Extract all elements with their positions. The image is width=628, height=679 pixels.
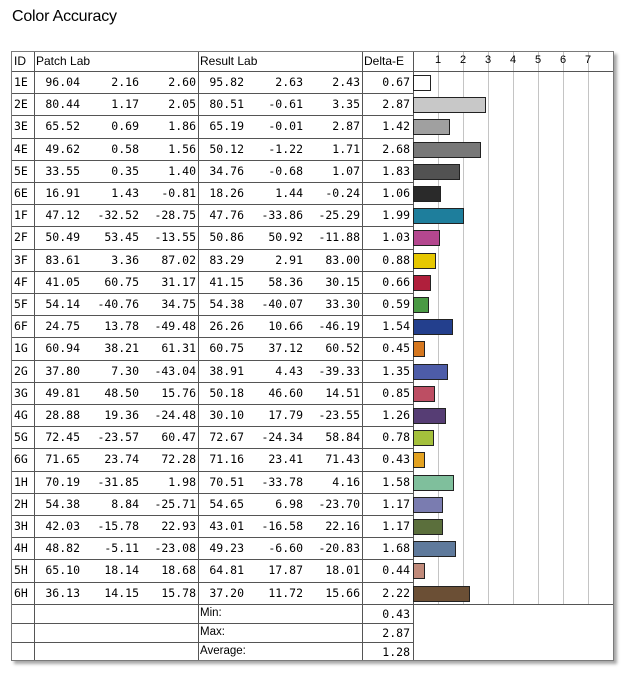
delta-e-bar — [414, 76, 431, 91]
delta-e-bar — [414, 143, 481, 158]
patch-lab-value: 19.36 — [104, 408, 139, 422]
row-id: 3H — [14, 519, 28, 533]
result-lab-value: 54.65 — [209, 496, 244, 511]
patch-lab-value: 0.35 — [111, 163, 139, 178]
result-lab-value: -0.24 — [325, 186, 360, 200]
patch-lab-value: 61.31 — [161, 341, 196, 356]
patch-lab-value: 72.28 — [161, 452, 196, 467]
patch-lab-value: -24.48 — [154, 408, 196, 422]
delta-e-bar — [414, 342, 425, 357]
delta-e-value: 1.17 — [382, 519, 410, 533]
delta-e-value: 1.06 — [382, 186, 410, 200]
row-id: 4F — [14, 274, 28, 289]
result-lab-value: 37.12 — [268, 341, 303, 356]
result-lab-value: 26.26 — [209, 319, 244, 334]
row-id: 6F — [14, 319, 28, 334]
tick-label: 7 — [584, 54, 592, 66]
patch-lab-value: 8.84 — [111, 496, 139, 511]
result-lab-value: 71.43 — [325, 452, 360, 467]
delta-e-bar — [414, 542, 456, 557]
delta-e-bar — [414, 453, 425, 468]
result-lab-value: 11.72 — [268, 585, 303, 600]
row-id: 1H — [14, 474, 28, 489]
result-lab-value: -40.07 — [261, 297, 303, 311]
patch-lab-value: 3.36 — [111, 252, 139, 267]
header-result-lab: Result Lab — [200, 54, 258, 68]
result-lab-value: 1.71 — [332, 141, 360, 156]
patch-lab-value: 60.47 — [161, 430, 196, 445]
row-id: 1F — [14, 208, 28, 223]
patch-lab-value: 48.50 — [104, 385, 139, 400]
delta-e-value: 1.26 — [382, 408, 410, 422]
patch-lab-value: 65.10 — [45, 563, 80, 578]
result-lab-value: 6.98 — [275, 496, 303, 511]
color-accuracy-table — [11, 51, 614, 661]
row-id: 4E — [14, 141, 28, 156]
delta-e-bar — [414, 98, 486, 113]
delta-e-bar — [414, 298, 429, 313]
patch-lab-value: 42.03 — [45, 519, 80, 533]
patch-lab-value: 22.93 — [161, 519, 196, 533]
row-id: 3E — [14, 119, 28, 134]
delta-e-bar — [414, 209, 464, 224]
patch-lab-value: 14.15 — [104, 585, 139, 600]
delta-e-bar — [414, 120, 450, 135]
patch-lab-value: -23.08 — [154, 541, 196, 556]
header-id: ID — [14, 54, 26, 68]
delta-e-value: 0.78 — [382, 430, 410, 445]
patch-lab-value: 54.38 — [45, 496, 80, 511]
header-patch-lab: Patch Lab — [36, 54, 91, 68]
delta-e-value: 0.66 — [382, 274, 410, 289]
delta-e-value: 2.87 — [382, 97, 410, 112]
result-lab-value: 83.00 — [325, 252, 360, 267]
summary-label: Max: — [200, 625, 225, 638]
patch-lab-value: 18.14 — [104, 563, 139, 578]
result-lab-value: 70.51 — [209, 474, 244, 489]
patch-lab-value: 38.21 — [104, 341, 139, 356]
result-lab-value: 2.87 — [332, 119, 360, 134]
patch-lab-value: 1.98 — [168, 474, 196, 489]
patch-lab-value: 1.43 — [111, 186, 139, 200]
patch-lab-value: 13.78 — [104, 319, 139, 334]
result-lab-value: -33.86 — [261, 208, 303, 223]
tick-label: 5 — [534, 54, 542, 66]
tick-label: 1 — [434, 54, 442, 66]
row-id: 3G — [14, 385, 28, 400]
patch-lab-value: 15.78 — [161, 585, 196, 600]
patch-lab-value: 1.86 — [168, 119, 196, 134]
patch-lab-value: 36.13 — [45, 585, 80, 600]
result-lab-value: 33.30 — [325, 297, 360, 311]
patch-lab-value: 15.76 — [161, 385, 196, 400]
result-lab-value: 64.81 — [209, 563, 244, 578]
delta-e-bar — [414, 276, 431, 291]
row-id: 5G — [14, 430, 28, 445]
patch-lab-value: 80.44 — [45, 97, 80, 112]
delta-e-value: 1.03 — [382, 230, 410, 245]
patch-lab-value: -13.55 — [154, 230, 196, 245]
result-lab-value: -23.55 — [318, 408, 360, 422]
delta-e-bar — [414, 431, 434, 446]
summary-label: Average: — [200, 644, 246, 657]
result-lab-value: -46.19 — [318, 319, 360, 334]
patch-lab-value: 34.75 — [161, 297, 196, 311]
delta-e-bar — [414, 409, 446, 424]
patch-lab-value: 50.49 — [45, 230, 80, 245]
result-lab-value: 22.16 — [325, 519, 360, 533]
patch-lab-value: 48.82 — [45, 541, 80, 556]
row-id: 2G — [14, 363, 28, 378]
patch-lab-value: 37.80 — [45, 363, 80, 378]
patch-lab-value: 0.58 — [111, 141, 139, 156]
row-id: 4G — [14, 408, 28, 422]
row-id: 2F — [14, 230, 28, 245]
row-id: 5H — [14, 563, 28, 578]
delta-e-value: 0.67 — [382, 75, 410, 89]
result-lab-value: 54.38 — [209, 297, 244, 311]
result-lab-value: 46.60 — [268, 385, 303, 400]
result-lab-value: 23.41 — [268, 452, 303, 467]
tick-label: 4 — [509, 54, 517, 66]
result-lab-value: 58.36 — [268, 274, 303, 289]
delta-e-value: 1.68 — [382, 541, 410, 556]
result-lab-value: 47.76 — [209, 208, 244, 223]
result-lab-value: 18.01 — [325, 563, 360, 578]
result-lab-value: -0.68 — [268, 163, 303, 178]
result-lab-value: 17.87 — [268, 563, 303, 578]
result-lab-value: 18.26 — [209, 186, 244, 200]
row-id: 2H — [14, 496, 28, 511]
result-lab-value: 15.66 — [325, 585, 360, 600]
patch-lab-value: -28.75 — [154, 208, 196, 223]
row-id: 6H — [14, 585, 28, 600]
delta-e-value: 0.85 — [382, 385, 410, 400]
patch-lab-value: 0.69 — [111, 119, 139, 134]
patch-lab-value: 23.74 — [104, 452, 139, 467]
patch-lab-value: 2.16 — [111, 75, 139, 89]
result-lab-value: 1.07 — [332, 163, 360, 178]
patch-lab-value: -32.52 — [97, 208, 139, 223]
delta-e-bar — [414, 365, 448, 380]
result-lab-value: -11.88 — [318, 230, 360, 245]
delta-e-bar — [414, 165, 460, 180]
patch-lab-value: 1.17 — [111, 97, 139, 112]
delta-e-value: 1.54 — [382, 319, 410, 334]
result-lab-value: -20.83 — [318, 541, 360, 556]
result-lab-value: -16.58 — [261, 519, 303, 533]
delta-e-value: 0.43 — [382, 452, 410, 467]
delta-e-value: 1.83 — [382, 163, 410, 178]
delta-e-bar — [414, 187, 441, 202]
result-lab-value: 50.92 — [268, 230, 303, 245]
delta-e-bar — [414, 520, 443, 535]
delta-e-value: 1.42 — [382, 119, 410, 134]
result-lab-value: 72.67 — [209, 430, 244, 445]
delta-e-bar — [414, 564, 425, 579]
delta-e-value: 1.17 — [382, 496, 410, 511]
result-lab-value: 83.29 — [209, 252, 244, 267]
patch-lab-value: 28.88 — [45, 408, 80, 422]
result-lab-value: 3.35 — [332, 97, 360, 112]
result-lab-value: 1.44 — [275, 186, 303, 200]
patch-lab-value: -5.11 — [104, 541, 139, 556]
delta-e-bar — [414, 587, 470, 602]
patch-lab-value: 47.12 — [45, 208, 80, 223]
result-lab-value: 17.79 — [268, 408, 303, 422]
patch-lab-value: 2.05 — [168, 97, 196, 112]
patch-lab-value: 71.65 — [45, 452, 80, 467]
summary-label: Min: — [200, 606, 222, 619]
patch-lab-value: 49.81 — [45, 385, 80, 400]
delta-e-value: 1.99 — [382, 208, 410, 223]
tick-label: 6 — [559, 54, 567, 66]
result-lab-value: 49.23 — [209, 541, 244, 556]
result-lab-value: 2.63 — [275, 75, 303, 89]
result-lab-value: 50.12 — [209, 141, 244, 156]
result-lab-value: 10.66 — [268, 319, 303, 334]
result-lab-value: 41.15 — [209, 274, 244, 289]
patch-lab-value: -23.57 — [97, 430, 139, 445]
row-id: 3F — [14, 252, 28, 267]
result-lab-value: -24.34 — [261, 430, 303, 445]
header-delta-e: Delta-E — [364, 54, 405, 68]
result-lab-value: -6.60 — [268, 541, 303, 556]
delta-e-bar — [414, 320, 453, 335]
patch-lab-value: 16.91 — [45, 186, 80, 200]
delta-e-value: 1.35 — [382, 363, 410, 378]
patch-lab-value: 2.60 — [168, 75, 196, 89]
result-lab-value: 2.43 — [332, 75, 360, 89]
result-lab-value: 38.91 — [209, 363, 244, 378]
patch-lab-value: -49.48 — [154, 319, 196, 334]
page-title: Color Accuracy — [12, 8, 117, 25]
result-lab-value: 50.18 — [209, 385, 244, 400]
patch-lab-value: 41.05 — [45, 274, 80, 289]
delta-e-value: 2.22 — [382, 585, 410, 600]
patch-lab-value: 7.30 — [111, 363, 139, 378]
result-lab-value: 30.15 — [325, 274, 360, 289]
row-id: 5E — [14, 163, 28, 178]
delta-e-value: 0.88 — [382, 252, 410, 267]
patch-lab-value: 70.19 — [45, 474, 80, 489]
result-lab-value: 60.75 — [209, 341, 244, 356]
result-lab-value: 50.86 — [209, 230, 244, 245]
patch-lab-value: 24.75 — [45, 319, 80, 334]
result-lab-value: -23.70 — [318, 496, 360, 511]
result-lab-value: -1.22 — [268, 141, 303, 156]
result-lab-value: 30.10 — [209, 408, 244, 422]
delta-e-bar — [414, 231, 440, 246]
summary-value: 2.87 — [382, 625, 410, 640]
patch-lab-value: 49.62 — [45, 141, 80, 156]
result-lab-value: 65.19 — [209, 119, 244, 134]
patch-lab-value: 53.45 — [104, 230, 139, 245]
patch-lab-value: 60.94 — [45, 341, 80, 356]
row-id: 1G — [14, 341, 28, 356]
result-lab-value: 37.20 — [209, 585, 244, 600]
patch-lab-value: -15.78 — [97, 519, 139, 533]
patch-lab-value: 83.61 — [45, 252, 80, 267]
result-lab-value: 4.16 — [332, 474, 360, 489]
patch-lab-value: 54.14 — [45, 297, 80, 311]
row-id: 4H — [14, 541, 28, 556]
patch-lab-value: -40.76 — [97, 297, 139, 311]
patch-lab-value: 31.17 — [161, 274, 196, 289]
patch-lab-value: -31.85 — [97, 474, 139, 489]
delta-e-bar — [414, 254, 436, 269]
result-lab-value: 34.76 — [209, 163, 244, 178]
patch-lab-value: 87.02 — [161, 252, 196, 267]
result-lab-value: 95.82 — [209, 75, 244, 89]
patch-lab-value: 72.45 — [45, 430, 80, 445]
patch-lab-value: -0.81 — [161, 186, 196, 200]
result-lab-value: 80.51 — [209, 97, 244, 112]
row-id: 6G — [14, 452, 28, 467]
row-id: 6E — [14, 186, 28, 200]
result-lab-value: -25.29 — [318, 208, 360, 223]
delta-e-value: 0.44 — [382, 563, 410, 578]
delta-e-value: 0.45 — [382, 341, 410, 356]
row-id: 1E — [14, 75, 28, 89]
patch-lab-value: 1.40 — [168, 163, 196, 178]
patch-lab-value: 33.55 — [45, 163, 80, 178]
delta-e-value: 1.58 — [382, 474, 410, 489]
summary-value: 0.43 — [382, 606, 410, 621]
result-lab-value: 14.51 — [325, 385, 360, 400]
result-lab-value: 58.84 — [325, 430, 360, 445]
result-lab-value: -39.33 — [318, 363, 360, 378]
delta-e-bar — [414, 498, 443, 513]
result-lab-value: 2.91 — [275, 252, 303, 267]
patch-lab-value: 96.04 — [45, 75, 80, 89]
result-lab-value: 43.01 — [209, 519, 244, 533]
row-id: 5F — [14, 297, 28, 311]
row-id: 2E — [14, 97, 28, 112]
result-lab-value: 4.43 — [275, 363, 303, 378]
delta-e-value: 2.68 — [382, 141, 410, 156]
delta-e-bar — [414, 387, 435, 402]
patch-lab-value: 1.56 — [168, 141, 196, 156]
summary-value: 1.28 — [382, 644, 410, 659]
result-lab-value: 71.16 — [209, 452, 244, 467]
delta-e-value: 0.59 — [382, 297, 410, 311]
result-lab-value: -33.78 — [261, 474, 303, 489]
result-lab-value: 60.52 — [325, 341, 360, 356]
result-lab-value: -0.61 — [268, 97, 303, 112]
patch-lab-value: -43.04 — [154, 363, 196, 378]
tick-label: 3 — [484, 54, 492, 66]
patch-lab-value: 65.52 — [45, 119, 80, 134]
tick-label: 2 — [459, 54, 467, 66]
result-lab-value: -0.01 — [268, 119, 303, 134]
patch-lab-value: -25.71 — [154, 496, 196, 511]
patch-lab-value: 60.75 — [104, 274, 139, 289]
delta-e-bar — [414, 476, 454, 491]
patch-lab-value: 18.68 — [161, 563, 196, 578]
